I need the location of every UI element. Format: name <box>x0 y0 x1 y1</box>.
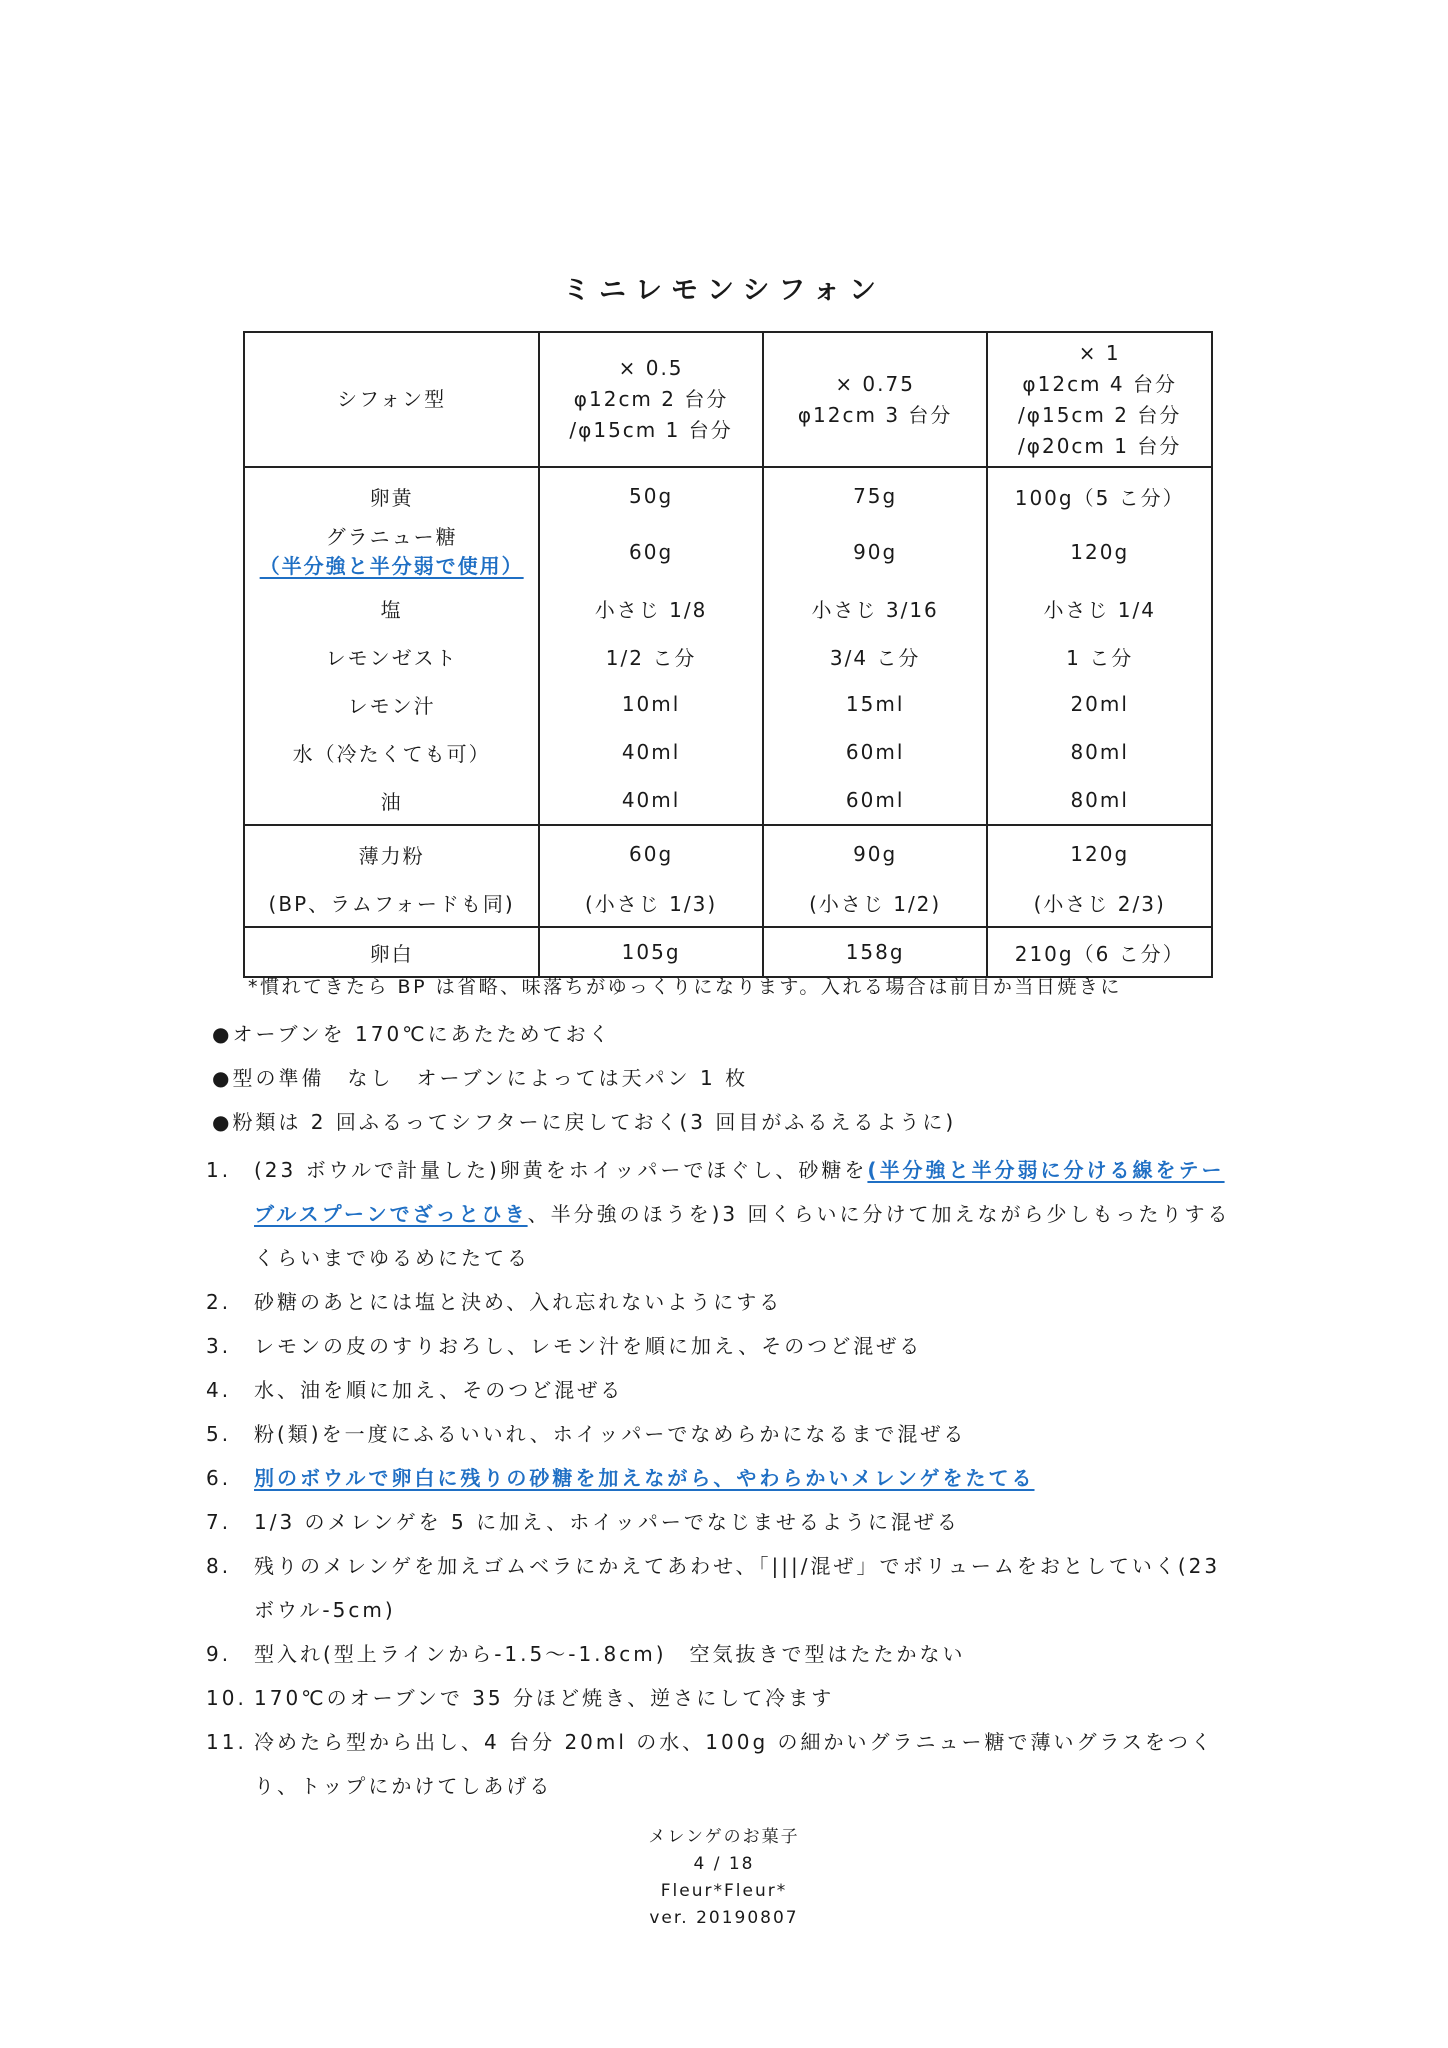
table-row: 薄力粉 60g 90g 120g <box>244 825 1212 878</box>
book-title: メレンゲのお菓子 <box>648 1827 800 1847</box>
steps-list <box>206 1148 1246 1808</box>
page-footer <box>0 1824 1448 1932</box>
list-item: 2. 砂糖のあとには塩と決め、入れ忘れないようにする <box>206 1290 783 1314</box>
table-row: (BP、ラムフォードも同) (小さじ 1/3) (小さじ 1/2) (小さじ 2/3) <box>244 878 1212 927</box>
bullet-oven: ●オーブンを 170℃にあたためておく <box>212 1022 612 1046</box>
bullet-pan: ●型の準備 なし オーブンによっては天パン 1 枚 <box>212 1066 749 1090</box>
header-scale-1: × 1 φ12cm 4 台分 /φ15cm 2 台分 /φ20cm 1 台分 <box>987 332 1212 467</box>
table-row: レモン汁 10ml 15ml 20ml <box>244 680 1212 728</box>
list-item: 10. 170℃のオーブンで 35 分ほど焼き、逆さにして冷ます <box>206 1686 835 1710</box>
version-label: ver. 20190807 <box>649 1908 799 1928</box>
bullet-flour: ●粉類は 2 回ふるってシフターに戻しておく(3 回目がふるえるように) <box>212 1110 957 1134</box>
table-row: 卵白 105g 158g 210g（6 こ分） <box>244 927 1212 977</box>
table-row: 油 40ml 60ml 80ml <box>244 776 1212 825</box>
recipe-table <box>243 331 1213 978</box>
list-item: 4. 水、油を順に加え、そのつど混ぜる <box>206 1378 624 1402</box>
list-item: 8. 残りのメレンゲを加えゴムベラにかえてあわせ、「|||/混ぜ」でボリュームをおとしていく(23 ボウル-5cm) <box>206 1554 1221 1622</box>
header-scale-0-5: × 0.5 φ12cm 2 台分 /φ15cm 1 台分 <box>539 332 763 467</box>
table-row: レモンゼスト 1/2 こ分 3/4 こ分 1 こ分 <box>244 632 1212 680</box>
header-label: シフォン型 <box>244 332 539 467</box>
page-number: 4 / 18 <box>693 1854 755 1874</box>
list-item: 6. 別のボウルで卵白に残りの砂糖を加えながら、やわらかいメレンゲをたてる <box>206 1466 1035 1490</box>
sugar-split-highlight: (半分強と半分弱に分ける線をテーブルスプーンでざっとひき <box>254 1158 1225 1226</box>
header-scale-0-75: × 0.75 φ12cm 3 台分 <box>763 332 988 467</box>
table-row: グラニュー糖 （半分強と半分弱で使用） 60g 90g 120g <box>244 520 1212 584</box>
bp-note: *慣れてきたら BP は省略、味落ちがゆっくりになります。入れる場合は前日か当日焼きに <box>248 976 1122 998</box>
table-header-row <box>244 332 1212 467</box>
meringue-highlight: 別のボウルで卵白に残りの砂糖を加えながら、やわらかいメレンゲをたてる <box>254 1466 1035 1490</box>
sugar-usage-note: （半分強と半分弱で使用） <box>259 554 524 578</box>
list-item: 11. 冷めたら型から出し、4 台分 20ml の水、100g の細かいグラニュー糖で薄いグラスをつくり、トップにかけてしあげる <box>206 1730 1214 1798</box>
page-title: ミニレモンシフォン <box>563 275 885 306</box>
list-item: 3. レモンの皮のすりおろし、レモン汁を順に加え、そのつど混ぜる <box>206 1334 923 1358</box>
table-row: 水（冷たくても可） 40ml 60ml 80ml <box>244 728 1212 776</box>
list-item: 7. 1/3 のメレンゲを 5 に加え、ホイッパーでなじませるように混ぜる <box>206 1510 960 1534</box>
table-row: 卵黄 50g 75g 100g（5 こ分） <box>244 467 1212 520</box>
table-row: 塩 小さじ 1/8 小さじ 3/16 小さじ 1/4 <box>244 584 1212 632</box>
list-item: 1. (23 ボウルで計量した)卵黄をホイッパーでほぐし、砂糖を(半分強と半分弱に分ける線をテーブルスプーンでざっとひき、半分強のほうを)3 回くらいに分けて加えながら少しもったりするくらいまでゆるめにたてる <box>206 1158 1231 1270</box>
list-item: 5. 粉(類)を一度にふるいいれ、ホイッパーでなめらかになるまで混ぜる <box>206 1422 967 1446</box>
list-item: 9. 型入れ(型上ラインから-1.5～-1.8cm) 空気抜きで型はたたかない <box>206 1642 966 1666</box>
author-name: Fleur*Fleur* <box>660 1881 788 1901</box>
